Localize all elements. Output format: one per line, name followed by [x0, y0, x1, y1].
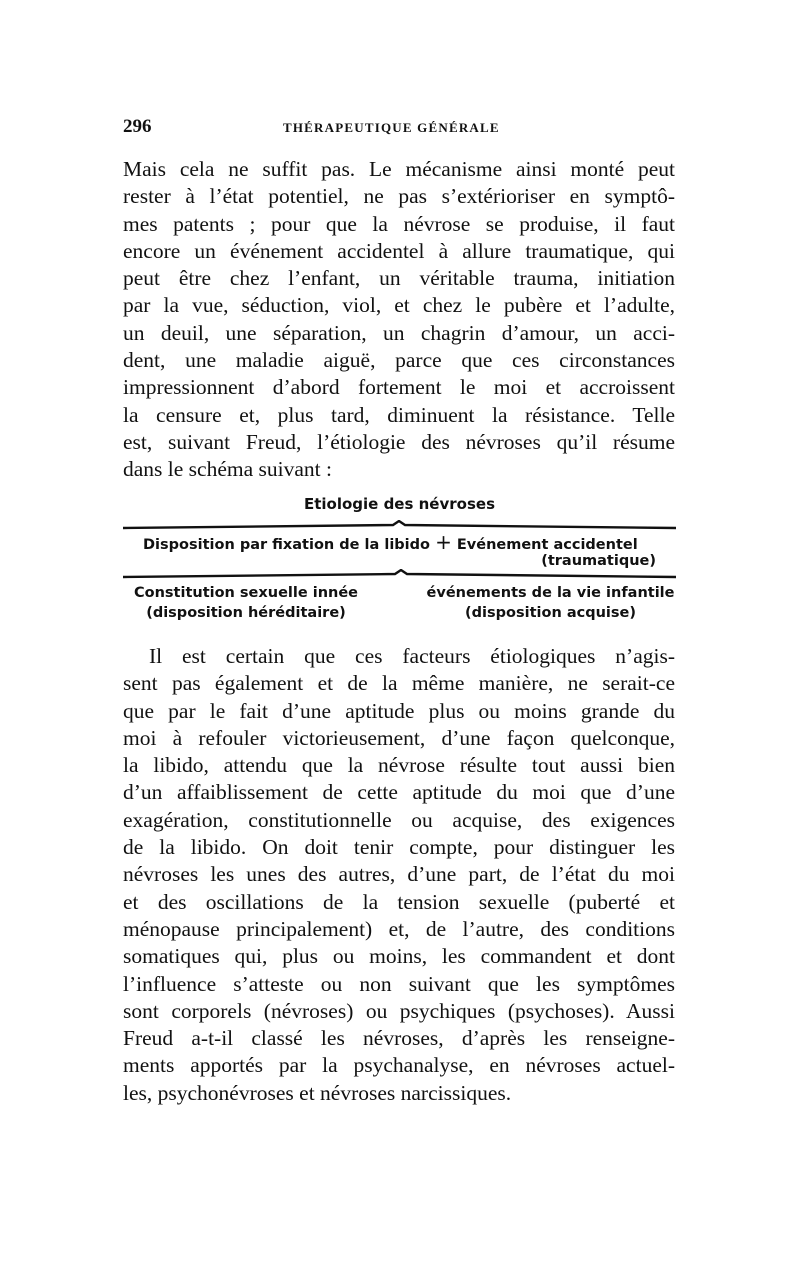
- text-line: de la libido. On doit tenir compte, pour distinguer les: [123, 835, 675, 860]
- text-line: Freud a-t-il classé les névroses, d’après les renseigne-: [123, 1026, 675, 1051]
- page-number: 296: [123, 116, 152, 137]
- text-line: sent pas également et de la même manière, ne serait-ce: [123, 671, 675, 696]
- text-line: impressionnent d’abord fortement le moi et accroissent: [123, 375, 675, 400]
- text-line: exagération, constitutionnelle ou acquise, des exigences: [123, 807, 675, 832]
- scheme-event-label: Evénement accidentel: [456, 537, 638, 553]
- text-line: dent, une maladie aiguë, parce que ces circonstances: [123, 348, 675, 373]
- text-line: l’influence s’atteste ou non suivant que les symptômes: [123, 971, 675, 996]
- text-line: moi à refouler victorieusement, d’une façon quelconque,: [123, 725, 675, 750]
- text-line: Mais cela ne suffit pas. Le mécanisme ainsi monté peut: [123, 157, 675, 181]
- text-line: d’un affaiblissement de cette aptitude du moi que d’une: [123, 780, 675, 805]
- page-header: [123, 116, 683, 140]
- text-line: dans le schéma suivant :: [123, 457, 332, 482]
- text-line: ménopause principalement) et, de l’autre, des conditions: [123, 916, 675, 941]
- brace-top: [123, 520, 676, 530]
- scheme-childhood-events: [423, 583, 678, 623]
- text-line: ments apportés par la psychanalyse, en névroses actuel-: [123, 1053, 675, 1078]
- text-line: les, psychonévroses et névroses narcissiques.: [123, 1080, 512, 1105]
- text-line: un deuil, une séparation, un chagrin d’amour, un acci-: [123, 320, 675, 345]
- text-line: encore un événement accidentel à allure traumatique, qui: [123, 238, 675, 263]
- text-line: rester à l’état potentiel, ne pas s’extérioriser en symptô-: [123, 184, 675, 209]
- paragraph-1: [123, 156, 675, 484]
- text-line: mes patents ; pour que la névrose se produise, il faut: [123, 211, 675, 236]
- running-title: THÉRAPEUTIQUE GÉNÉRALE: [283, 120, 500, 135]
- text-line: sont corporels (névroses) ou psychiques (psychoses). Aussi: [123, 998, 675, 1023]
- plus-sign: +: [435, 530, 452, 554]
- text-line: et des oscillations de la tension sexuelle (puberté et: [123, 889, 675, 914]
- text-line: somatiques qui, plus ou moins, les commandent et dont: [123, 944, 675, 969]
- scheme-disposition-label: Disposition par fixation de la libido: [143, 537, 430, 553]
- scheme-row-1: [143, 530, 638, 554]
- scheme-constitution-note: (disposition héréditaire): [146, 605, 346, 621]
- paragraph-2: [123, 643, 675, 1107]
- text-line: par la vue, séduction, viol, et chez le pubère et l’adulte,: [123, 293, 675, 318]
- text-line: la libido, attendu que la névrose résulte tout aussi bien: [123, 753, 675, 778]
- scheme-constitution-label: Constitution sexuelle innée: [133, 585, 359, 601]
- scheme-title: Etiologie des névroses: [303, 495, 495, 513]
- text-line: que par le fait d’une aptitude plus ou moins grande du: [123, 698, 675, 723]
- scheme-childhood-note: (disposition acquise): [465, 605, 636, 621]
- text-line: névroses les unes des autres, d’une part, de l’état du moi: [123, 862, 675, 887]
- text-line: la censure et, plus tard, diminuent la résistance. Telle: [123, 402, 675, 427]
- text-line: Il est certain que ces facteurs étiologiques n’agis-: [149, 644, 675, 668]
- scheme-row-1b: (traumatique): [541, 553, 656, 569]
- scheme-constitution: [121, 583, 371, 623]
- text-line: est, suivant Freud, l’étiologie des névroses qu’il résume: [123, 429, 675, 454]
- scheme-childhood-label: événements de la vie infantile: [426, 585, 675, 601]
- brace-middle: [123, 569, 676, 579]
- text-line: peut être chez l’enfant, un véritable trauma, initiation: [123, 266, 675, 291]
